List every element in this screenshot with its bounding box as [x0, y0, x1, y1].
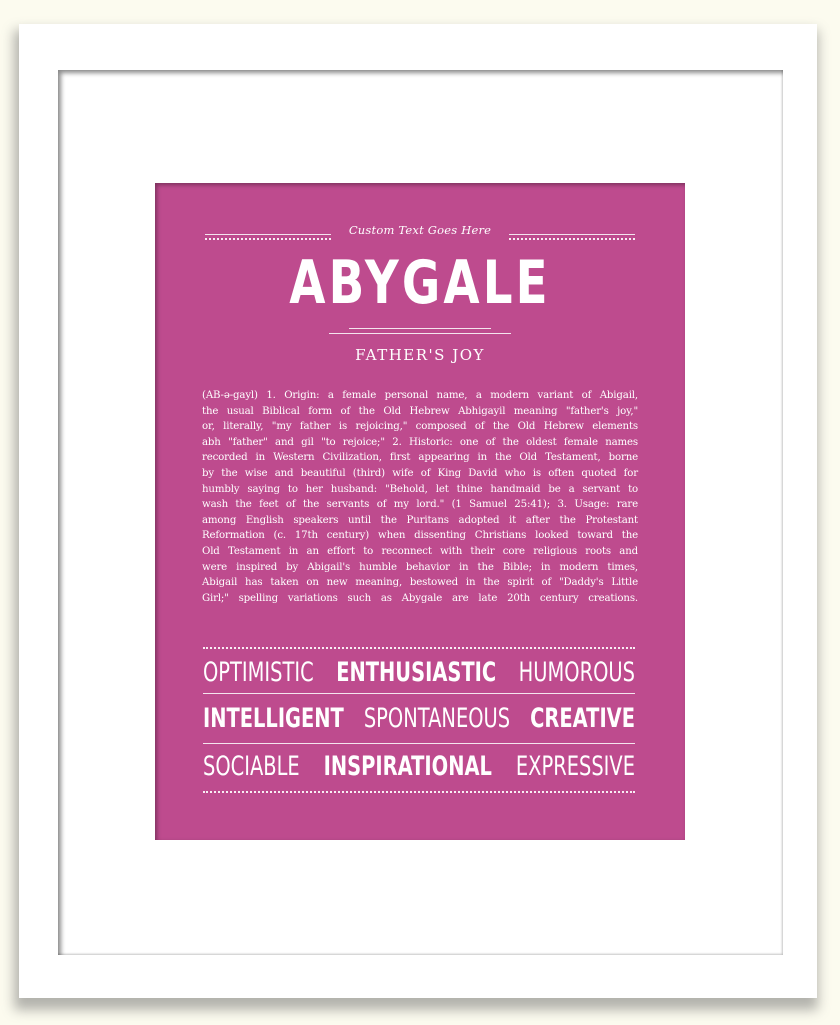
- traits-divider-1: [203, 693, 635, 694]
- definition-line: Old Testament in an effort to reconnect with their core religious roots and: [202, 545, 638, 557]
- definition-line: Girl;" spelling variations such as Abygale are late 20th century creations.: [202, 592, 638, 604]
- top-right-rule: [509, 234, 635, 235]
- trait-word: EXPRESSIVE: [515, 751, 635, 782]
- traits-top-dotted-rule: [203, 647, 635, 649]
- custom-text: Custom Text Goes Here: [348, 223, 492, 237]
- definition-line: recorded in Western Civilization, first appearing in the Old Testament, borne: [202, 452, 638, 464]
- top-left-rule: [205, 234, 331, 235]
- trait-word: HUMOROUS: [518, 657, 635, 688]
- definition-line: the usual Biblical form of the Old Hebrew Abhigayil meaning "father's joy,": [202, 405, 638, 417]
- definition-line: (AB-ə-gayl) 1. Origin: a female personal name, a modern variant of Abigail,: [202, 390, 638, 401]
- definition-line: humbly saying to her husband: "Behold, let thine handmaid be a servant to: [202, 483, 638, 495]
- definition-line: abh "father" and gil "to rejoice;" 2. Historic: one of the oldest female names: [202, 436, 638, 448]
- trait-word: INSPIRATIONAL: [323, 751, 492, 782]
- definition-line: Abigail has taken on new meaning, bestowed in the spirit of "Daddy's Little: [202, 577, 638, 589]
- traits-row-3: [203, 751, 635, 782]
- name-underline-2: [329, 333, 511, 334]
- trait-word: INTELLIGENT: [203, 703, 344, 734]
- traits-row-2: [203, 703, 635, 734]
- trait-word: SOCIABLE: [203, 751, 300, 782]
- definition-line: among English speakers until the Puritans adopted it after the Protestant: [202, 514, 638, 526]
- trait-word: SPONTANEOUS: [363, 703, 511, 734]
- definition-line: wash the feet of the servants of my lord." (1 Samuel 25:41); 3. Usage: rare: [202, 499, 638, 511]
- name-title: ABYGALE: [289, 248, 551, 318]
- definition-line: Reformation (c. 17th century) when dissenting Christians looked toward the: [202, 530, 638, 542]
- top-left-dotted-rule: [205, 238, 331, 240]
- top-right-dotted-rule: [509, 238, 635, 240]
- trait-word: OPTIMISTIC: [203, 657, 314, 688]
- definition-line: were inspired by Abigail's humble behavior in the Bible; in modern times,: [202, 561, 638, 573]
- traits-row-1: [203, 657, 635, 688]
- trait-word: CREATIVE: [530, 703, 635, 734]
- definition-line: by the wise and beautiful (third) wife of King David who is often quoted for: [202, 467, 638, 479]
- trait-word: ENTHUSIASTIC: [336, 657, 497, 688]
- traits-divider-2: [203, 743, 635, 744]
- traits-bottom-dotted-rule: [203, 791, 635, 793]
- name-print: [155, 183, 685, 840]
- name-underline-1: [349, 328, 491, 329]
- definition-line: or, literally, "my father is rejoicing," composed of the Old Hebrew elements: [202, 421, 638, 433]
- name-meaning: FATHER'S JOY: [355, 346, 485, 364]
- name-definition: [202, 388, 638, 606]
